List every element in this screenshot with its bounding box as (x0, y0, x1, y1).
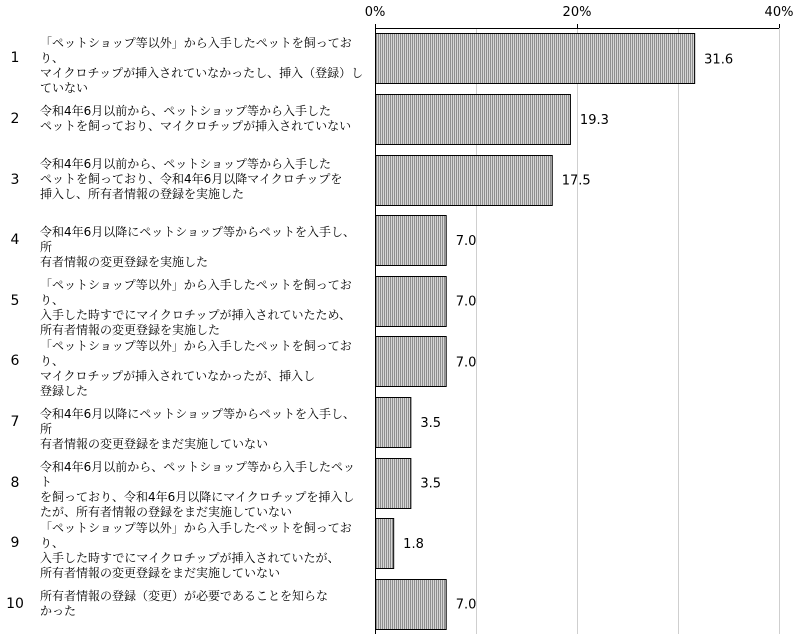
category-number: 3 (10, 171, 20, 188)
category-number: 2 (10, 110, 20, 127)
bar (376, 95, 571, 145)
bar (376, 337, 447, 387)
bar (376, 156, 553, 206)
bar (376, 398, 411, 448)
x-tick-label: 0% (364, 5, 386, 20)
bar (376, 459, 411, 509)
category-label: 令和4年6月以前から、ペットショップ等から入手したペット を飼っており、令和4年6月以降にマイクロチップを挿入し たが、所有者情報の登録をまだ実施していない (40, 460, 356, 519)
data-label: 19.3 (579, 112, 609, 128)
category-label: 「ペットショップ等以外」から入手したペットを飼っており、 入手した時すでにマイクロチップが挿入されていたが、 所有者情報の変更登録をまだ実施していない (40, 520, 352, 580)
bar (376, 34, 695, 84)
category-label: 令和4年6月以降にペットショップ等からペットを入手し、所 有者情報の変更登録をまだ実施していない (40, 406, 356, 451)
category-label: 「ペットショップ等以外」から入手したペットを飼っており、 入手した時すでにマイクロチップが挿入されていたため、 所有者情報の変更登録を実施した (40, 278, 352, 338)
category-label: 所有者情報の登録（変更）が必要であることを知らな かった (40, 588, 329, 618)
x-tick-label: 40% (764, 5, 794, 20)
category-number: 10 (6, 595, 24, 612)
category-number: 8 (10, 474, 20, 491)
category-label: 「ペットショップ等以外」から入手したペットを飼っており、 マイクロチップが挿入されていなかったが、挿入し 登録した (40, 338, 352, 398)
data-label: 7.0 (455, 597, 477, 613)
bar (376, 519, 394, 569)
category-label: 令和4年6月以降にペットショップ等からペットを入手し、所 有者情報の変更登録を実施した (40, 225, 356, 270)
category-number: 7 (10, 413, 20, 430)
category-number: 4 (10, 232, 20, 249)
data-label: 3.5 (420, 415, 442, 431)
category-number: 6 (10, 353, 20, 370)
data-label: 7.0 (455, 294, 477, 310)
data-label: 1.8 (403, 537, 424, 553)
data-label: 17.5 (561, 173, 591, 189)
bar (376, 277, 447, 327)
x-tick-label: 20% (562, 5, 592, 20)
category-label: 令和4年6月以前から、ペットショップ等から入手した ペットを飼っており、令和4年6月以降マイクロチップを 挿入し、所有者情報の登録を実施した (40, 157, 343, 201)
category-number: 5 (10, 292, 20, 309)
bar (376, 580, 447, 630)
data-label: 7.0 (455, 355, 477, 371)
category-label: 令和4年6月以前から、ペットショップ等から入手した ペットを飼っており、マイクロチップが挿入されていない (40, 103, 352, 133)
category-label: 「ペットショップ等以外」から入手したペットを飼っており、 マイクロチップが挿入されていなかったし、挿入（登録）し ていない (40, 35, 364, 95)
data-label: 31.6 (704, 52, 734, 68)
data-label: 3.5 (420, 476, 442, 492)
category-number: 9 (10, 535, 20, 552)
data-label: 7.0 (455, 234, 477, 250)
bar (376, 216, 447, 266)
category-number: 1 (10, 50, 20, 67)
